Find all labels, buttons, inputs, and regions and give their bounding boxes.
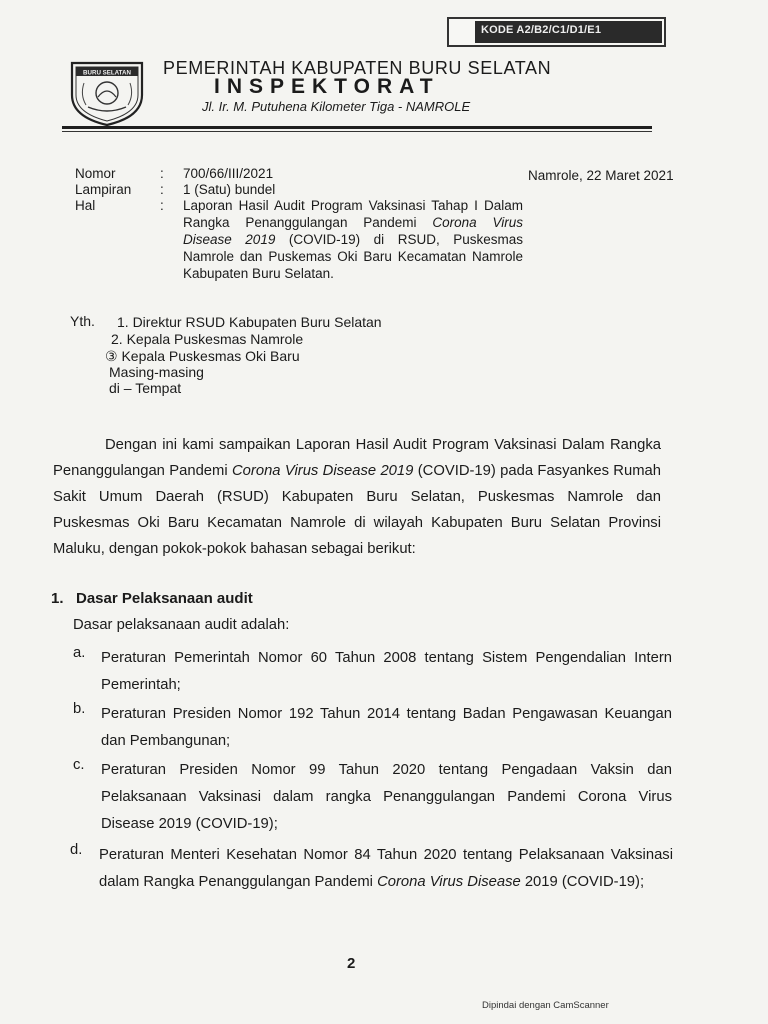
item-d-italic: Corona Virus Disease <box>377 874 521 890</box>
item-a-letter: a. <box>73 645 86 661</box>
lampiran-label: Lampiran <box>75 182 132 197</box>
hal-colon: : <box>160 198 164 213</box>
code-stamp <box>447 17 666 47</box>
recipient-label: Yth. <box>70 313 95 329</box>
hal-text-1: Laporan Hasil Audit Program Vaksinasi Tahap I Dalam Rangka Penanggulangan Pandemi <box>183 198 523 230</box>
recipient-2: 2. Kepala Puskesmas Namrole <box>111 331 304 347</box>
header-office: INSPEKTORAT <box>214 75 440 98</box>
page-number: 2 <box>347 955 356 972</box>
hal-text-2: (COVID-19) di RSUD, Puskesmas Namrole dan Puskemas Oki Baru Kecamatan Namrole Kabupaten Buru Selatan. <box>183 232 524 281</box>
item-b-letter: b. <box>73 701 86 717</box>
opening-paragraph <box>53 432 661 562</box>
recipient-3: ③ Kepala Puskesmas Oki Baru <box>105 348 300 364</box>
nomor-label: Nomor <box>75 166 116 181</box>
recipient-1: 1. Direktur RSUD Kabupaten Buru Selatan <box>117 314 382 330</box>
nomor-value: 700/66/III/2021 <box>183 166 274 181</box>
scanner-watermark: Dipindai dengan CamScanner <box>482 1000 609 1011</box>
header-rule <box>62 126 652 129</box>
header-rule-thin <box>62 131 652 132</box>
item-d-text <box>99 842 673 896</box>
hal-value <box>183 197 523 282</box>
lampiran-value: 1 (Satu) bundel <box>183 182 276 197</box>
item-c-text: Peraturan Presiden Nomor 99 Tahun 2020 tentang Pengadaan Vaksin dan Pelaksanaan Vaksinasi dalam rangka Penanggulangan Pandemi Corona Virus Disease 2019 (COVID-19); <box>101 762 672 832</box>
opening-text-1: Dengan ini kami sampaikan Laporan Hasil Audit Program Vaksinasi Dalam Rangka Penanggulangan Pandemi <box>53 437 661 479</box>
recipient-place: di – Tempat <box>109 380 182 396</box>
section-intro: Dasar pelaksanaan audit adalah: <box>73 617 290 633</box>
header-address: Jl. Ir. M. Putuhena Kilometer Tiga - NAMROLE <box>202 99 471 114</box>
section-number: 1. <box>51 590 64 607</box>
emblem-label: BURU SELATAN <box>83 69 131 77</box>
recipient-note: Masing-masing <box>109 364 204 380</box>
hal-label: Hal <box>75 198 96 213</box>
code-stamp-text: KODE A2/B2/C1/D1/E1 <box>475 21 662 43</box>
nomor-colon: : <box>160 166 164 181</box>
item-c-letter: c. <box>73 757 85 773</box>
item-d-letter: d. <box>70 842 83 858</box>
hal-italic: Corona Virus Disease 2019 <box>183 215 524 247</box>
regency-emblem-icon <box>66 55 148 127</box>
opening-text-2: (COVID-19) pada Fasyankes Rumah Sakit Umum Daerah (RSUD) Kabupaten Buru Selatan, Puskesmas Namrole dan Puskesmas Oki Baru Kecamatan Namrole di wilayah Kabupaten Buru Selatan Provinsi Maluku, dengan pokok-pokok bahasan sebagai berikut: <box>53 463 662 557</box>
item-d-text-2: 2019 (COVID-19); <box>520 874 645 890</box>
item-b-text: Peraturan Presiden Nomor 192 Tahun 2014 tentang Badan Pengawasan Keuangan dan Pembangunan; <box>101 706 672 749</box>
item-d-text-1: Peraturan Menteri Kesehatan Nomor 84 Tahun 2020 tentang Pelaksanaan Vaksinasi dalam Rangka Penanggulangan Pandemi <box>99 847 673 890</box>
section-title: Dasar Pelaksanaan audit <box>76 590 253 607</box>
item-a-text: Peraturan Pemerintah Nomor 60 Tahun 2008 tentang Sistem Pengendalian Intern Pemerintah; <box>101 650 672 693</box>
letter-date: Namrole, 22 Maret 2021 <box>528 168 674 183</box>
lampiran-colon: : <box>160 182 164 197</box>
header-government: PEMERINTAH KABUPATEN BURU SELATAN <box>163 58 552 78</box>
opening-italic: Corona Virus Disease 2019 <box>232 463 414 479</box>
